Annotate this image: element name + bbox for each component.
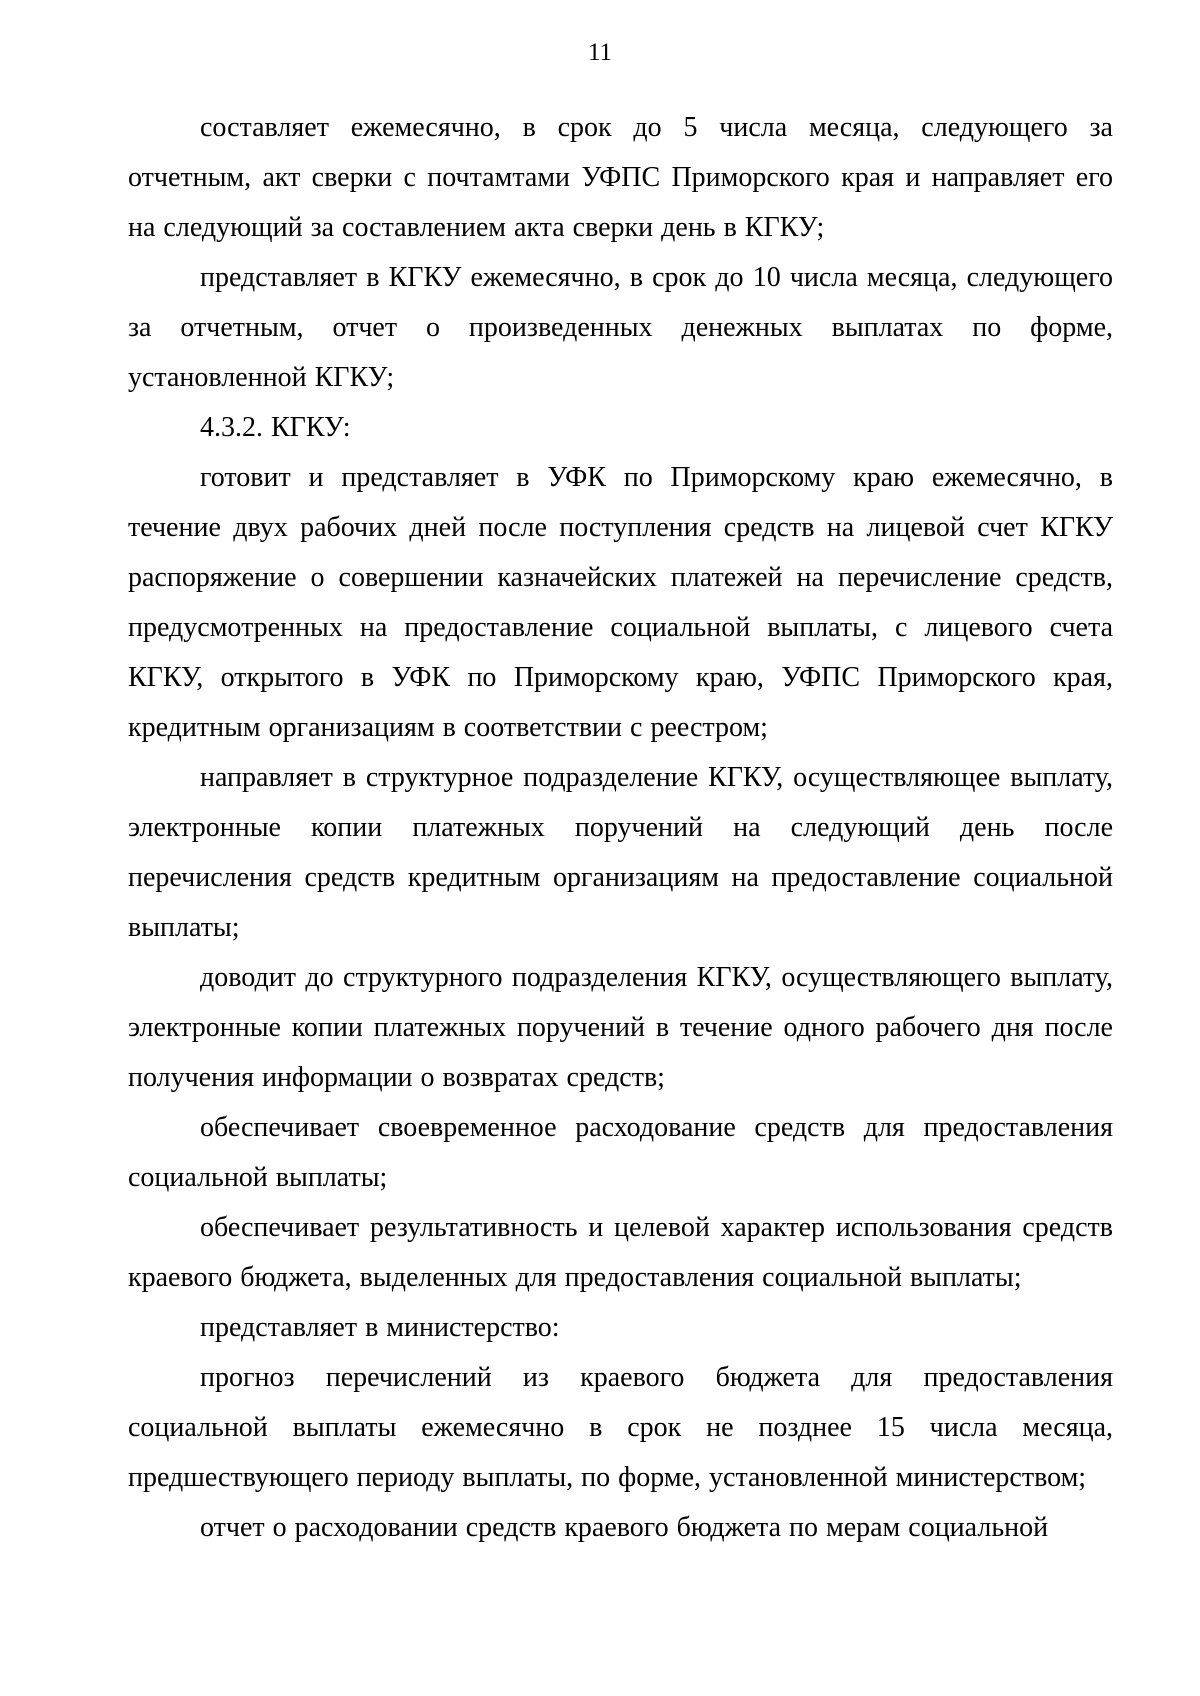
paragraph-monthly-report: представляет в КГКУ ежемесячно, в срок до 10 числа месяца, следующего за отчетным, отчет о произведенных денежных выплатах по форме, установленной КГКУ;: [128, 262, 1113, 393]
paragraph-spending-report: отчет о расходовании средств краевого бюджета по мерам социальной: [200, 1512, 1049, 1543]
paragraph-payment-copies: направляет в структурное подразделение КГКУ, осуществляющее выплату, электронные копии платежных поручений на следующий день после перечисления средств кредитным организациям на предоставление социальной выплаты;: [128, 762, 1113, 943]
paragraph-refund-info: доводит до структурного подразделения КГКУ, осуществляющего выплату, электронные копии платежных поручений в течение одного рабочего дня после получения информации о возвратах средств;: [128, 962, 1113, 1093]
section-heading-4-3-2: 4.3.2. КГКУ:: [200, 412, 351, 443]
paragraph-treasury-order: готовит и представляет в УФК по Приморскому краю ежемесячно, в течение двух рабочих дней после поступления средств на лицевой счет КГКУ распоряжение о совершении казначейских платежей на перечисление средств, предусмотренных на предоставление социальной выплаты, с лицевого счета КГКУ, открытого в УФК по Приморскому краю, УФПС Приморского края, кредитным организациям в соответствии с реестром;: [128, 462, 1113, 743]
paragraph-submits-to-ministry: представляет в министерство:: [200, 1312, 560, 1343]
page-number: 11: [587, 39, 613, 66]
document-body: [128, 103, 1113, 1553]
paragraph-forecast: прогноз перечислений из краевого бюджета для предоставления социальной выплаты ежемесячно в срок не позднее 15 числа месяца, предшествующего периоду выплаты, по форме, установленной министерством;: [128, 1362, 1113, 1493]
paragraph-effectiveness: обеспечивает результативность и целевой характер использования средств краевого бюджета, выделенных для предоставления социальной выплаты;: [128, 1212, 1113, 1293]
paragraph-timely-spending: обеспечивает своевременное расходование средств для предоставления социальной выплаты;: [128, 1112, 1113, 1193]
paragraph-reconciliation-act: составляет ежемесячно, в срок до 5 числа месяца, следующего за отчетным, акт сверки с почтамтами УФПС Приморского края и направляет его на следующий за составлением акта сверки день в КГКУ;: [128, 112, 1113, 243]
